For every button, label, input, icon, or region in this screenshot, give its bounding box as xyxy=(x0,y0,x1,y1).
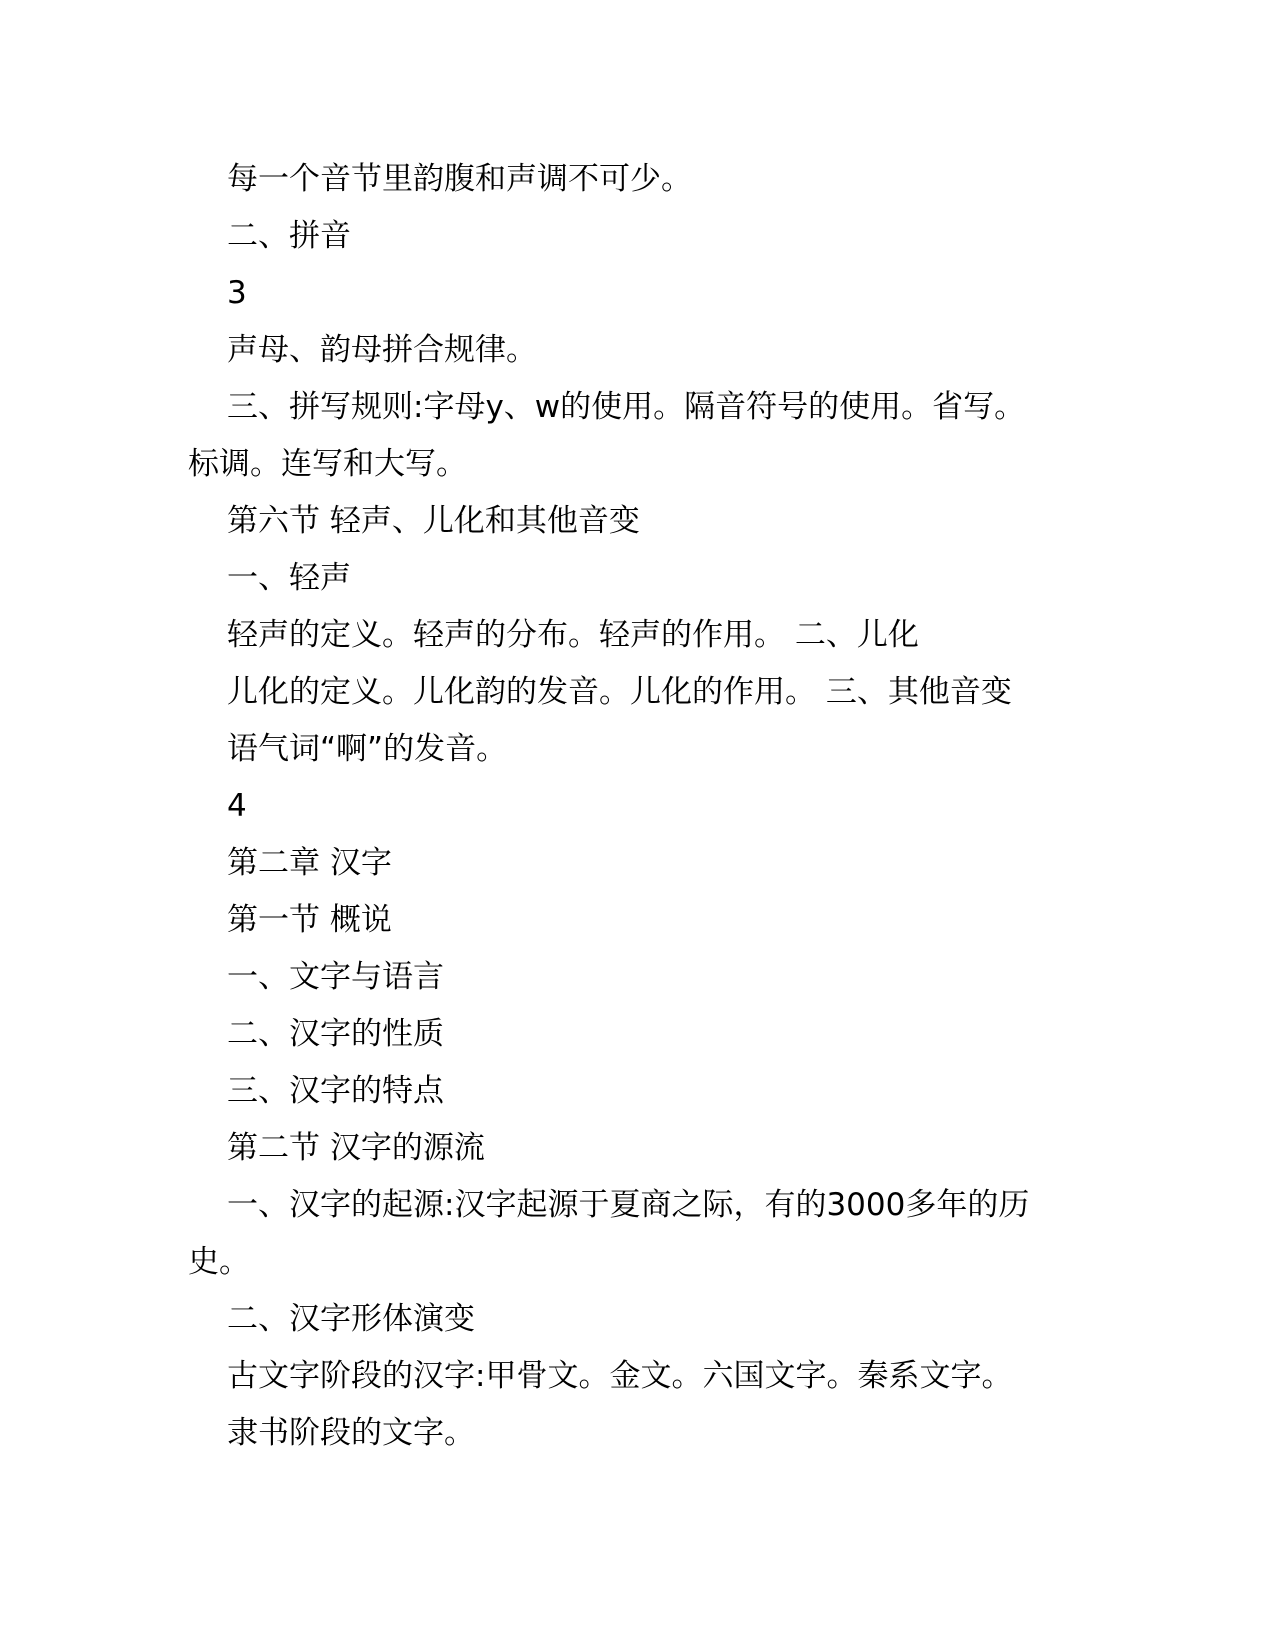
text-line: 隶书阶段的文字。 xyxy=(227,1415,475,1451)
section-heading: 第六节 轻声、儿化和其他音变 xyxy=(227,503,640,539)
text-line: 轻声的定义。轻声的分布。轻声的作用。 二、儿化 xyxy=(227,617,919,653)
text-line: 古文字阶段的汉字:甲骨文。金文。六国文字。秦系文字。 xyxy=(227,1358,1013,1394)
page-number: 4 xyxy=(227,788,247,824)
text-line: 二、汉字形体演变 xyxy=(227,1301,475,1337)
section-heading: 第一节 概说 xyxy=(227,902,392,938)
section-heading: 二、拼音 xyxy=(227,218,351,254)
text-line: 儿化的定义。儿化韵的发音。儿化的作用。 三、其他音变 xyxy=(227,674,1012,710)
text-line-continuation: 史。 xyxy=(188,1244,250,1280)
text-line: 三、汉字的特点 xyxy=(227,1073,444,1109)
text-line: 二、汉字的性质 xyxy=(227,1016,444,1052)
section-heading: 第二节 汉字的源流 xyxy=(227,1130,485,1166)
text-line: 一、文字与语言 xyxy=(227,959,444,995)
text-line: 三、拼写规则:字母y、w的使用。隔音符号的使用。省写。 xyxy=(227,389,1026,425)
text-line: 声母、韵母拼合规律。 xyxy=(227,332,537,368)
text-line: 一、汉字的起源:汉字起源于夏商之际，有的3000多年的历 xyxy=(227,1187,1030,1223)
text-line: 每一个音节里韵腹和声调不可少。 xyxy=(227,161,692,197)
page-number: 3 xyxy=(227,275,247,311)
chapter-heading: 第二章 汉字 xyxy=(227,845,392,881)
text-line: 语气词“啊”的发音。 xyxy=(227,731,508,767)
text-line-continuation: 标调。连写和大写。 xyxy=(188,446,467,482)
document-body xyxy=(188,151,1088,1462)
section-heading: 一、轻声 xyxy=(227,560,351,596)
